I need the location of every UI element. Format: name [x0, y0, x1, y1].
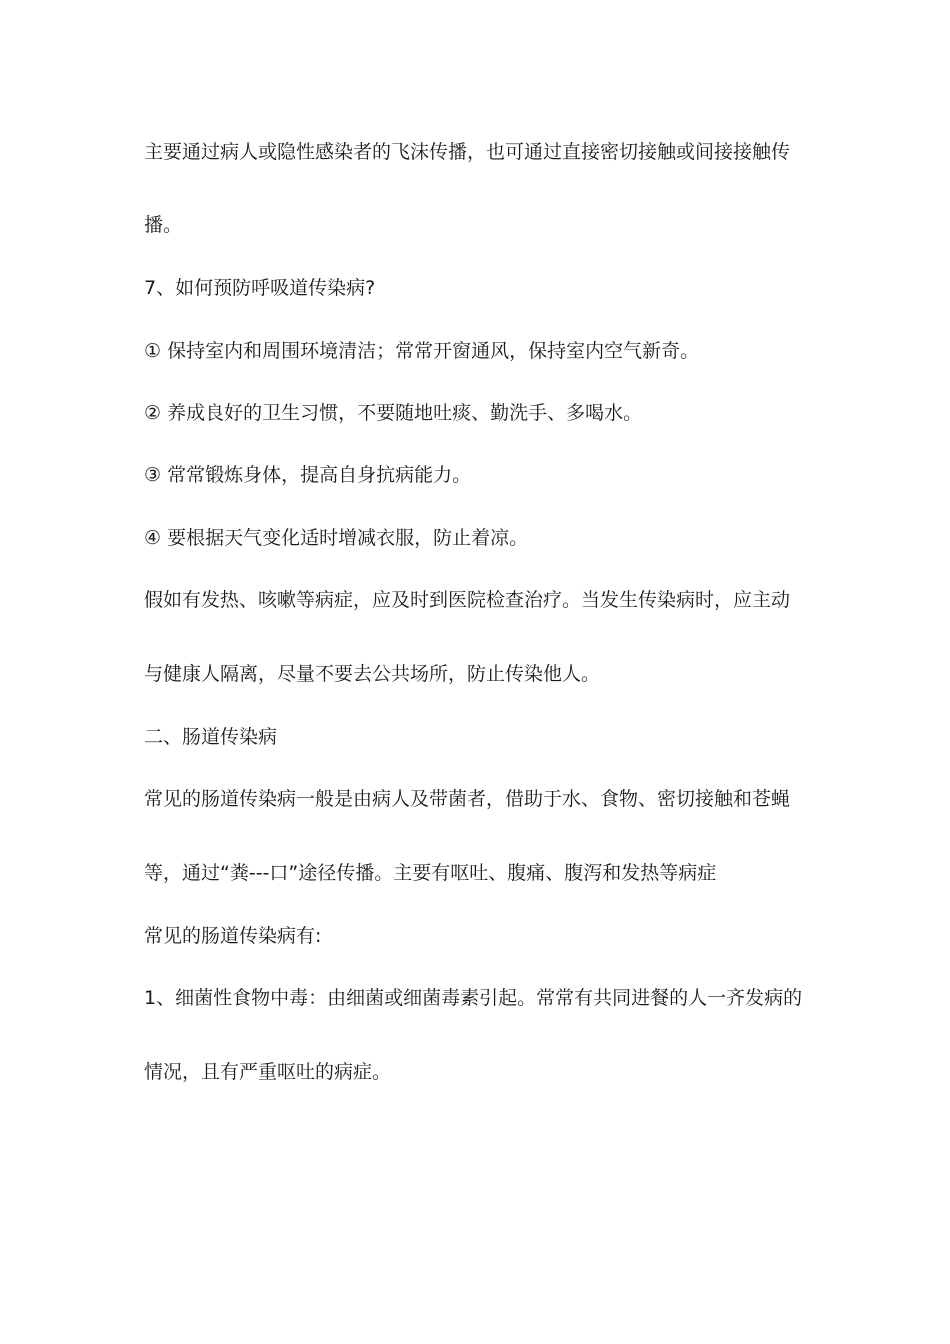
- paragraph-transmission-line-1: 主要通过病人或隐性感染者的飞沫传播，也可通过直接密切接触或间接接触传: [144, 141, 791, 163]
- disease-item-1-line-1: 1、细菌性食物中毒：由细菌或细菌毒素引起。常常有共同进餐的人一齐发病的: [144, 987, 803, 1009]
- disease-item-1-line-2: 情况，且有严重呕吐的病症。: [144, 1061, 392, 1083]
- paragraph-intestinal-line-1: 常见的肠道传染病一般是由病人及带菌者，借助于水、食物、密切接触和苍蝇: [144, 788, 791, 810]
- paragraph-symptoms-line-2: 与健康人隔离，尽量不要去公共场所，防止传染他人。: [144, 663, 601, 685]
- paragraph-symptoms-line-1: 假如有发热、咳嗽等病症，应及时到医院检查治疗。当发生传染病时，应主动: [144, 589, 791, 611]
- prevention-item-1: ① 保持室内和周围环境清洁；常常开窗通风，保持室内空气新奇。: [144, 340, 700, 362]
- prevention-item-4: ④ 要根据天气变化适时增减衣服，防止着凉。: [144, 527, 529, 549]
- common-diseases-heading: 常见的肠道传染病有:: [144, 925, 322, 947]
- prevention-item-3: ③ 常常锻炼身体，提高自身抗病能力。: [144, 464, 472, 486]
- prevention-item-2: ② 养成良好的卫生习惯，不要随地吐痰、勤洗手、多喝水。: [144, 402, 643, 424]
- paragraph-transmission-line-2: 播。: [144, 214, 183, 236]
- section-2-heading: 二、肠道传染病: [144, 726, 278, 748]
- paragraph-intestinal-line-2: 等，通过“粪---口”途径传播。主要有呕吐、腹痛、腹泻和发热等病症: [144, 862, 717, 884]
- question-7-heading: 7、如何预防呼吸道传染病?: [144, 277, 376, 299]
